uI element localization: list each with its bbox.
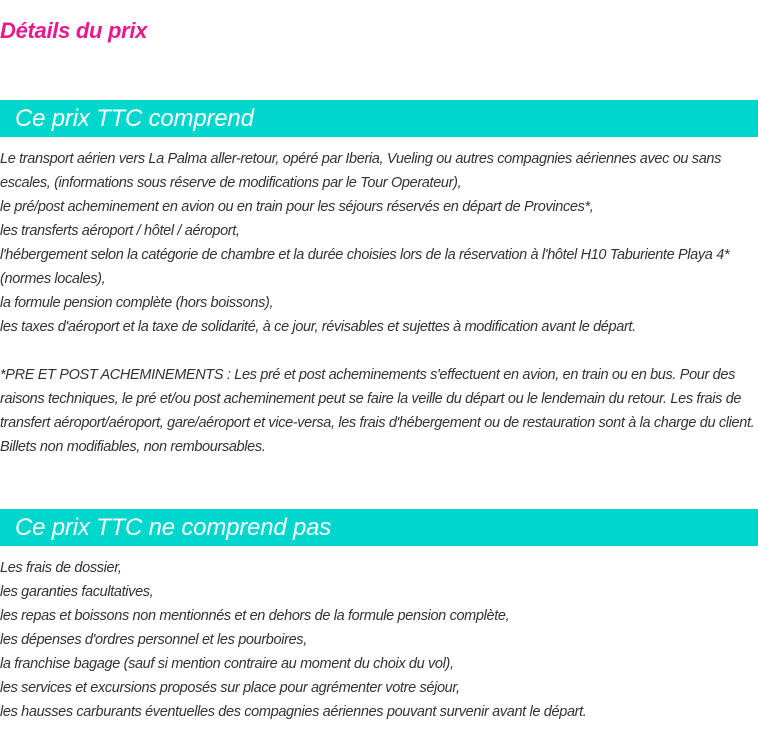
includes-heading: Ce prix TTC comprend	[15, 105, 254, 132]
page-title: Détails du prix	[0, 18, 148, 43]
list-item: les dépenses d'ordres personnel et les pourboires,	[0, 632, 307, 648]
includes-list	[0, 147, 756, 339]
list-item: l'hébergement selon la catégorie de chambre et la durée choisies lors de la réservation à l'hôtel H10 Taburiente Playa 4* (normes locales),	[0, 247, 730, 287]
list-item: les taxes d'aéroport et la taxe de solidarité, à ce jour, révisables et sujettes à modification avant le départ.	[0, 319, 636, 335]
list-item: Les frais de dossier,	[0, 560, 122, 576]
list-item: les hausses carburants éventuelles des compagnies aériennes pouvant survenir avant le départ.	[0, 704, 587, 720]
note-text: *PRE ET POST ACHEMINEMENTS : Les pré et post acheminements s'effectuent en avion, en train ou en bus. Pour des raisons techniques, le pré et/ou post acheminement peut se faire la veille du départ ou le lendemain du retour. Les frais de transfert aéroport/aéroport, gare/aéroport et vice-versa, les frais d'hébergement ou de restauration sont à la charge du client. Billets non modifiables, non remboursables.	[0, 367, 755, 455]
list-item: Le transport aérien vers La Palma aller-retour, opéré par Iberia, Vueling ou autres compagnies aériennes avec ou sans escales, (informations sous réserve de modifications par le Tour Operateur),	[0, 151, 722, 191]
list-item: la franchise bagage (sauf si mention contraire au moment du choix du vol),	[0, 656, 454, 672]
list-item: les transferts aéroport / hôtel / aéroport,	[0, 223, 240, 239]
list-item: les garanties facultatives,	[0, 584, 154, 600]
acheminement-note	[0, 363, 756, 459]
excludes-heading: Ce prix TTC ne comprend pas	[15, 514, 332, 541]
excludes-section-header	[0, 509, 758, 546]
list-item: les repas et boissons non mentionnés et en dehors de la formule pension complète,	[0, 608, 510, 624]
list-item: la formule pension complète (hors boissons),	[0, 295, 274, 311]
includes-section-header	[0, 100, 758, 137]
list-item: le pré/post acheminement en avion ou en train pour les séjours réservés en départ de Provinces*,	[0, 199, 594, 215]
list-item: les services et excursions proposés sur place pour agrémenter votre séjour,	[0, 680, 460, 696]
excludes-list	[0, 556, 756, 724]
